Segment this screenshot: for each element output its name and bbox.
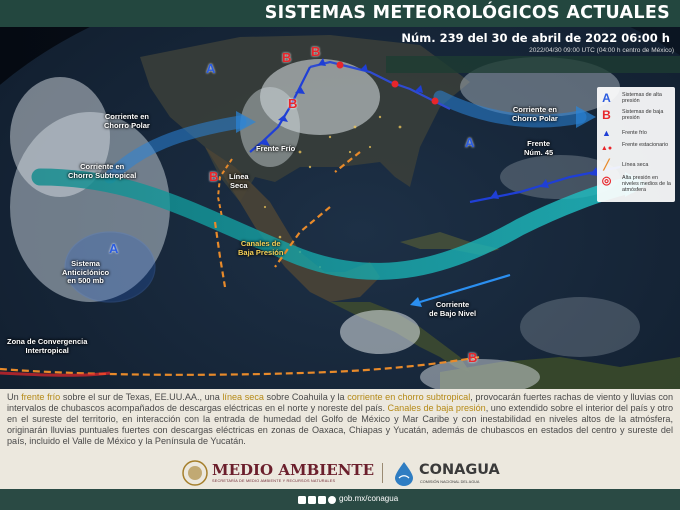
legend-item: ╱ Línea seca xyxy=(600,159,674,173)
label-low-pressure-troughs: Canales de Baja Presión xyxy=(238,239,284,257)
label-cold-front: Frente Frío xyxy=(256,144,296,153)
low-pressure-symbol: B xyxy=(288,96,298,111)
label-anticyclone: Sistema Anticiclónico en 500 mb xyxy=(62,259,110,285)
legend-item: ▲ Frente frío xyxy=(600,127,674,141)
high-pressure-symbol: A xyxy=(109,241,119,256)
legend-item: B Sistemas de baja presión xyxy=(600,109,674,123)
satellite-map xyxy=(0,27,680,389)
low-pressure-icon: B xyxy=(602,108,611,122)
legend-item: ◎ Alta presión en niveles medios de la atmósfera xyxy=(601,175,671,193)
low-pressure-symbol: B xyxy=(282,50,292,65)
low-pressure-symbol: B xyxy=(209,169,219,184)
label-front-45: Frente Núm. 45 xyxy=(524,139,554,157)
dry-line-icon: ╱ xyxy=(603,160,610,171)
water-drop-icon xyxy=(392,460,416,486)
highlight-troughs: Canales de baja presión xyxy=(387,403,486,414)
logos-bar xyxy=(0,455,680,489)
low-pressure-symbol: B xyxy=(468,350,478,365)
label-itcz: Zona de Convergencia Intertropical xyxy=(7,337,88,355)
high-pressure-icon: A xyxy=(602,91,611,105)
utc-timestamp: 2022/04/30 09:00 UTC (04:00 h centro de México) xyxy=(529,47,674,54)
highlight-subtropical-jet: corriente en chorro subtropical xyxy=(347,392,471,402)
highlight-dry-line: línea seca xyxy=(222,392,264,402)
header-bar xyxy=(0,0,680,27)
low-pressure-symbol: B xyxy=(311,44,321,59)
high-pressure-symbol: A xyxy=(206,61,216,76)
forecast-description: Un frente frío sobre el sur de Texas, EE.UU.AA., una línea seca sobre Coahuila y la corriente en chorro subtropical, provocarán fuertes rachas de viento y lluvias con intervalos de chubascos acompañados de descargas eléctricas en el norte y noreste del país. Canales de baja presión, uno extendido sobre el interior del país y otro en el sureste del territorio, en interacción con la entrada de humedad del Golfo de México y Mar Caribe y con inestabilidad en niveles altos de la atmósfera, originarán lluvias puntuales fuertes con descargas eléctricas en zonas de Oaxaca, Chiapas y Yucatán, además de chubascos en estados del centro y sureste del país, incluido el Valle de México y la Península de Yucatán. xyxy=(0,389,680,455)
issue-number: Núm. 239 del 30 de abril de 2022 06:00 h xyxy=(401,31,670,45)
logo-divider xyxy=(382,463,383,483)
footer-bar xyxy=(0,489,680,510)
stationary-front-icon: ▲● xyxy=(600,145,613,152)
legend-item: A Sistemas de alta presión xyxy=(600,92,674,106)
medio-ambiente-logo: MEDIO AMBIENTE SECRETARÍA DE MEDIO AMBIENTE Y RECURSOS NATURALES xyxy=(182,459,372,487)
website-link[interactable]: gob.mx/conagua xyxy=(339,494,399,503)
satellite-background xyxy=(0,27,680,389)
legend xyxy=(597,87,675,202)
highlight-cold-front: frente frío xyxy=(21,392,61,402)
page-title: SISTEMAS METEOROLÓGICOS ACTUALES xyxy=(264,3,670,23)
mid-level-high-icon: ◎ xyxy=(601,175,612,187)
issue-bar xyxy=(386,56,680,73)
legend-item: ▲● Frente estacionario xyxy=(600,142,674,156)
high-pressure-symbol: A xyxy=(465,135,475,150)
cold-front-icon: ▲ xyxy=(602,128,611,138)
label-low-level-jet: Corriente de Bajo Nivel xyxy=(429,300,477,318)
label-dry-line: Línea Seca xyxy=(229,172,249,190)
label-subtropical-jet: Corriente en Chorro Subtropical xyxy=(68,162,137,180)
mexico-seal-icon xyxy=(182,460,208,486)
label-polar-jet-west: Corriente en Chorro Polar xyxy=(104,112,150,130)
social-icons[interactable] xyxy=(298,495,338,505)
conagua-logo: CONAGUA COMISIÓN NACIONAL DEL AGUA xyxy=(392,459,512,487)
label-polar-jet-east: Corriente en Chorro Polar xyxy=(512,105,558,123)
